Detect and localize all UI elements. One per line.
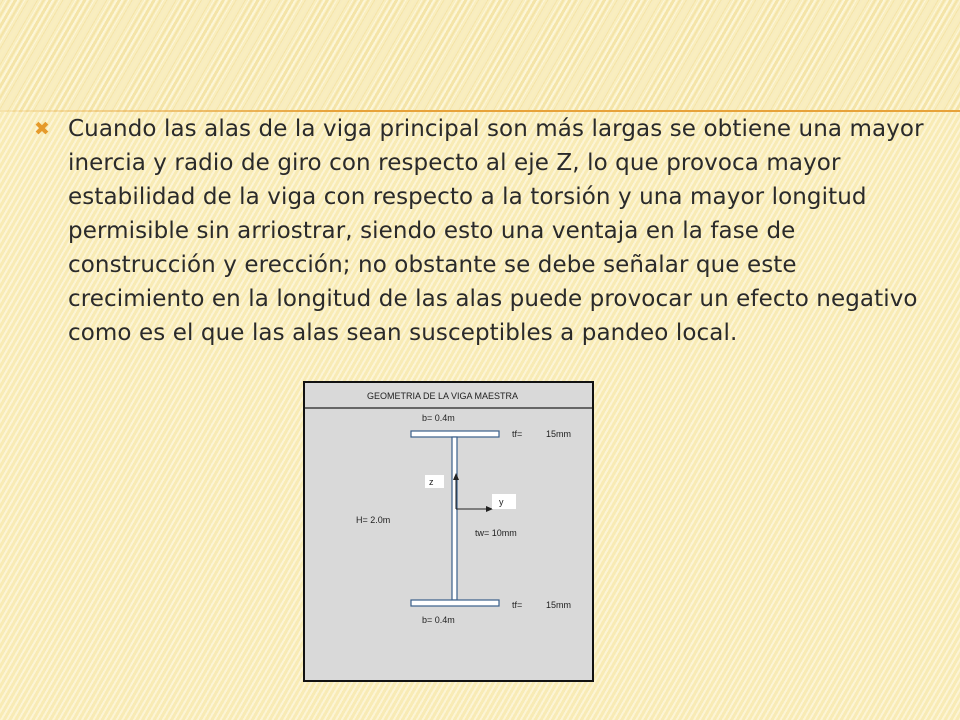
bottom-tf-value: 15mm <box>546 600 572 610</box>
x-bullet-icon: ✖ <box>34 118 50 140</box>
header-band <box>0 0 960 112</box>
axis-y-box <box>492 494 516 509</box>
axis-z-box <box>425 475 444 488</box>
diagram-title: GEOMETRIA DE LA VIGA MAESTRA <box>367 391 519 401</box>
beam-svg <box>305 383 592 680</box>
axis-y-arrowhead <box>486 506 493 512</box>
bottom-flange <box>411 600 499 606</box>
web-thickness-label: tw= 10mm <box>475 528 517 538</box>
axis-z-label: z <box>429 477 434 487</box>
top-flange <box>411 431 499 437</box>
axis-y-label: y <box>499 497 504 507</box>
height-label: H= 2.0m <box>356 515 391 525</box>
beam-geometry-diagram <box>303 381 594 682</box>
bullet-paragraph <box>30 112 930 350</box>
bottom-flange-width-label: b= 0.4m <box>422 615 455 625</box>
top-flange-width-label: b= 0.4m <box>422 413 455 423</box>
bottom-tf-label: tf= <box>512 600 523 610</box>
bullet-text: Cuando las alas de la viga principal son más largas se obtiene una mayor inercia y radio de giro con respecto al eje Z, lo que provoca mayor estabilidad de la viga con respecto a la torsión y una mayor longitud permisible sin arriostrar, siendo esto una ventaja en la fase de construcción y erección; no obstante se debe señalar que este crecimiento en la longitud de las alas puede provocar un efecto negativo como es el que las alas sean susceptibles a pandeo local. <box>68 116 924 346</box>
web <box>452 437 457 600</box>
top-tf-label: tf= <box>512 429 523 439</box>
top-tf-value: 15mm <box>546 429 572 439</box>
